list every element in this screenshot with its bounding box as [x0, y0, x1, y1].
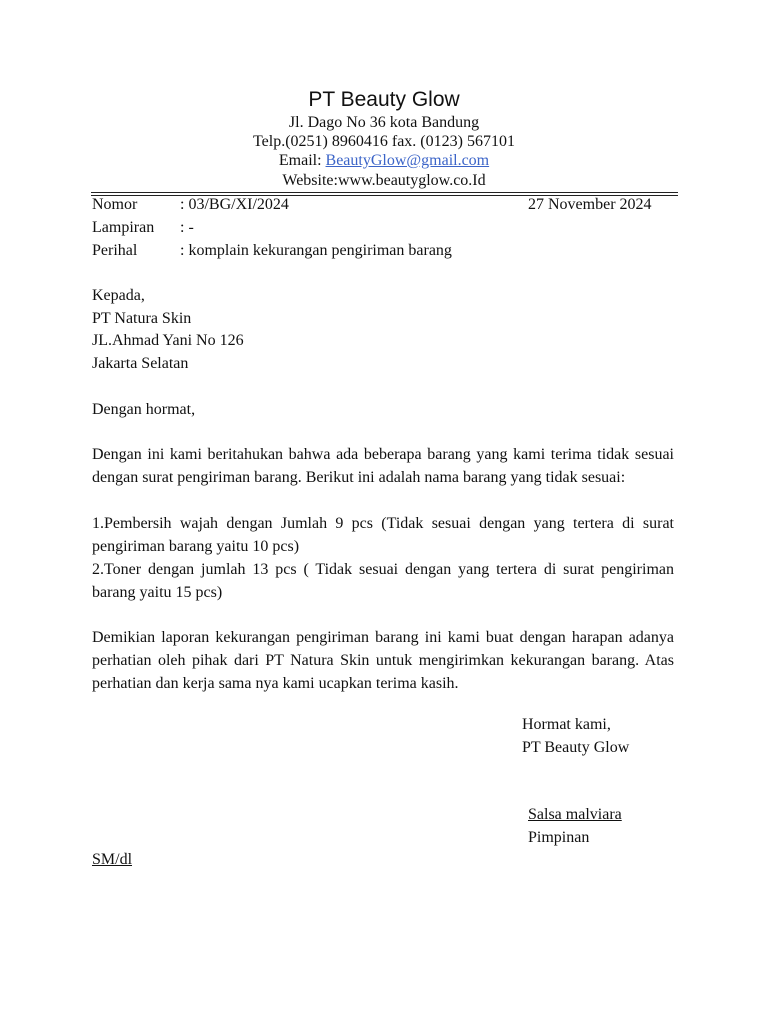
nomor-label: Nomor — [92, 196, 138, 213]
lampiran-value: : - — [180, 219, 194, 236]
letter-date: 27 November 2024 — [528, 196, 652, 213]
body-list-item-2: 2.Toner dengan jumlah 13 pcs ( Tidak sesuai dengan yang tertera di surat pengiriman barang yaitu 15 pcs) — [92, 561, 674, 601]
recipient-salutation: Kepada, — [92, 287, 145, 304]
recipient-city: Jakarta Selatan — [92, 355, 189, 372]
recipient-name: PT Natura Skin — [92, 310, 192, 327]
lampiran-label: Lampiran — [92, 219, 155, 236]
body-list-item-1: 1.Pembersih wajah dengan Jumlah 9 pcs (Tidak sesuai dengan yang tertera di surat pengiriman barang yaitu 10 pcs) — [92, 515, 674, 555]
perihal-value: : komplain kekurangan pengiriman barang — [180, 242, 452, 259]
signature-regards: Hormat kami, — [522, 716, 611, 733]
letterhead-email-line — [0, 152, 768, 170]
body-paragraph-closing: Demikian laporan kekurangan pengiriman barang ini kami buat dengan harapan adanya perhatian oleh pihak dari PT Natura Skin untuk mengirimkan kekurangan barang. Atas perhatian dan kerja sama nya kami ucapkan terima kasih. — [92, 629, 674, 692]
letterhead-phone: Telp.(0251) 8960416 fax. (0123) 567101 — [253, 133, 515, 150]
letterhead-address: Jl. Dago No 36 kota Bandung — [288, 114, 480, 131]
body-paragraph-intro: Dengan ini kami beritahukan bahwa ada beberapa barang yang kami terima tidak sesuai dengan surat pengiriman barang. Berikut ini adalah nama barang yang tidak sesuai: — [92, 446, 674, 486]
email-link[interactable]: BeautyGlow@gmail.com — [325, 152, 490, 169]
signature-name: Salsa malviara — [528, 806, 622, 823]
letterhead-website: Website:www.beautyglow.co.Id — [282, 172, 486, 189]
signature-company: PT Beauty Glow — [522, 739, 630, 756]
perihal-label: Perihal — [92, 242, 138, 259]
letterhead-divider-top — [91, 192, 678, 193]
greeting: Dengan hormat, — [92, 401, 196, 418]
reference-initials: SM/dl — [92, 851, 133, 868]
letterhead-company: PT Beauty Glow — [308, 88, 460, 111]
signature-title: Pimpinan — [528, 829, 590, 846]
nomor-value: : 03/BG/XI/2024 — [180, 196, 289, 213]
recipient-address: JL.Ahmad Yani No 126 — [92, 332, 244, 349]
letterhead-email-label: Email: — [278, 152, 326, 169]
